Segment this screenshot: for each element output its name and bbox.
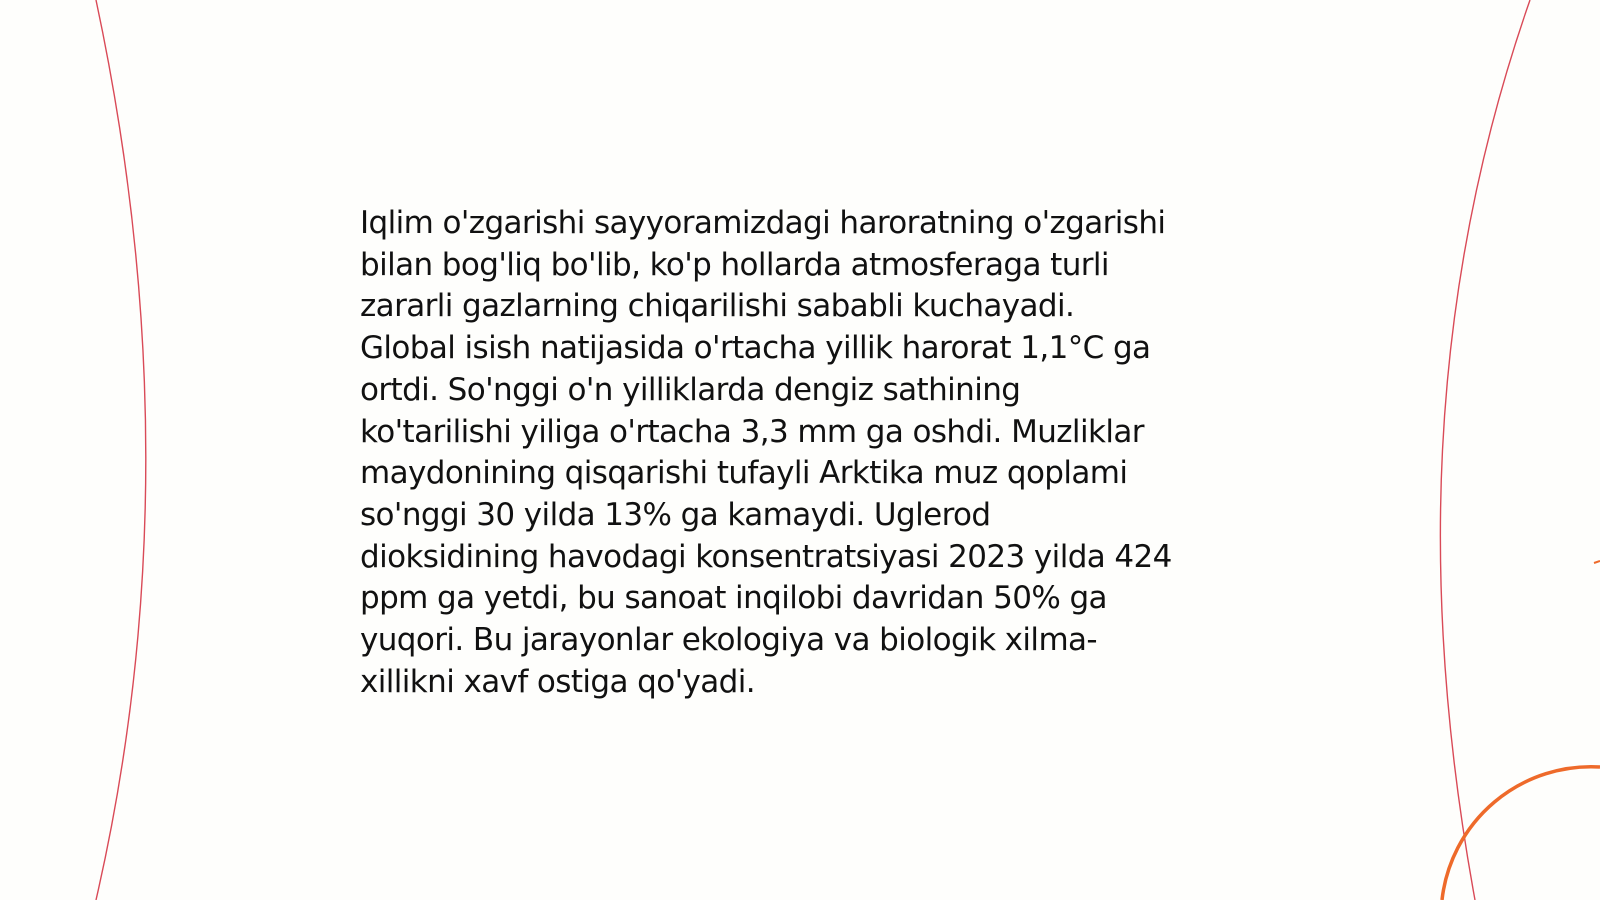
right-arc-line xyxy=(1440,0,1530,900)
left-arc-line xyxy=(96,0,146,900)
orange-circle-arc xyxy=(1442,767,1600,900)
body-paragraph: Iqlim o'zgarishi sayyoramizdagi haroratning o'zgarishi bilan bog'liq bo'lib, ko'p hollarda atmosferaga turli zararli gazlarning chiqarilishi sababli kuchayadi. Global isish natijasida o'rtacha yillik harorat 1,1°C ga ortdi. So'nggi o'n yilliklarda dengiz sathining ko'tarilishi yiliga o'rtacha 3,3 mm ga oshdi. Muzliklar maydonining qisqarishi tufayli Arktika muz qoplami so'nggi 30 yilda 13% ga kamaydi. Uglerod dioksidining havodagi konsentratsiyasi 2023 yilda 424 ppm ga yetdi, bu sanoat inqilobi davridan 50% ga yuqori. Bu jarayonlar ekologiya va biologik xilma- xillikni xavf ostiga qo'yadi. xyxy=(360,205,1172,700)
right-edge-tick xyxy=(1594,561,1600,563)
